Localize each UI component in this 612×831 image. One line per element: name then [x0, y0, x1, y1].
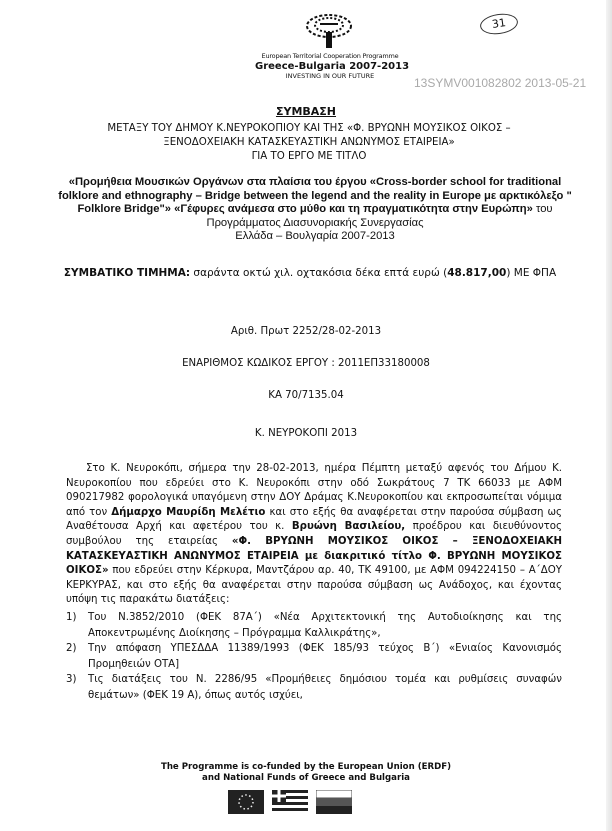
- provision-item: [66, 610, 562, 641]
- provision-text: Τις διατάξεις του Ν. 2286/95 «Προμήθειες δημόσιου τομέα και ρυθμίσεις συναφών θεμάτων» (ΦΕΚ 19 Α), όπως αυτός ισχύει,: [88, 674, 562, 701]
- footer-line-1: The Programme is co-funded by the European Union (ERDF): [160, 762, 452, 772]
- page-number: 31: [479, 11, 519, 36]
- contract-body: [66, 462, 562, 704]
- subject-normal: του Προγράμματος Διασυνοριακής Συνεργασίας: [206, 203, 553, 229]
- provision-item: [66, 672, 562, 703]
- greek-flag-icon: [272, 790, 308, 814]
- company-name: «Φ. ΒΡΥΩΝΗ ΜΟΥΣΙΚΟΣ ΟΙΚΟΣ – ΞΕΝΟΔΟΧΕΙΑΚΗ ΚΑΤΑΣΚΕΥΑΣΤΙΚΗ ΑΝΩΝΥΜΟΣ ΕΤΑΙΡΕΙΑ με διακριτικό τίτλο Φ. ΒΡΥΩΝΗ ΜΟΥΣΙΚΟΣ ΟΙΚΟΣ»: [66, 535, 562, 577]
- logo-line-1: European Territorial Cooperation Programme: [261, 52, 399, 60]
- registry-stamp: 13SYMV001082802 2013-05-21: [414, 76, 587, 90]
- logo-line-3: INVESTING IN OUR FUTURE: [285, 72, 375, 80]
- provision-number: 2): [66, 643, 77, 655]
- price-words: σαράντα οκτώ χιλ. οχτακόσια δέκα επτά ευρώ (: [190, 267, 448, 279]
- provision-item: [66, 641, 562, 672]
- provision-text: Την απόφαση ΥΠΕΣΔΔΑ 11389/1993 (ΦΕΚ 185/93 τεύχος Β΄) «Ενιαίος Κανονισμός Προμηθειών ΟΤΑ]: [88, 643, 562, 670]
- price-suffix: ) ΜΕ ΦΠΑ: [506, 267, 557, 279]
- parties-line-2: ΞΕΝΟΔΟΧΕΙΑΚΗ ΚΑΤΑΣΚΕΥΑΣΤΙΚΗ ΑΝΩΝΥΜΟΣ ΕΤΑΙΡΕΙΑ»: [163, 137, 455, 148]
- price-amount: 48.817,00: [447, 267, 507, 279]
- cofunding-footer: [0, 762, 612, 784]
- logo-line-2: Greece-Bulgaria 2007-2013: [255, 61, 410, 72]
- parties-line-3: ΓΙΑ ΤΟ ΕΡΓΟ ΜΕ ΤΙΤΛΟ: [251, 151, 367, 162]
- contractor-name: Βρυώνη Βασιλείου,: [291, 521, 406, 533]
- contract-price: [60, 266, 560, 280]
- provision-text: Του Ν.3852/2010 (ΦΕΚ 87Α΄) «Νέα Αρχιτεκτονική της Αυτοδιοίκησης και της Αποκεντρωμένης Διοίκησης – Πρόγραμμα Καλλικράτης»,: [88, 611, 562, 639]
- protocol-number: Αριθ. Πρωτ 2252/28-02-2013: [230, 326, 382, 337]
- funding-logos: [228, 790, 352, 814]
- scan-edge: [606, 0, 612, 831]
- place-year: Κ. ΝΕΥΡΟΚΟΠΙ 2013: [254, 428, 358, 439]
- parties-heading: [36, 122, 582, 164]
- parties-line-1: ΜΕΤΑΞΥ ΤΟΥ ΔΗΜΟΥ Κ.ΝΕΥΡΟΚΟΠΙΟΥ ΚΑΙ ΤΗΣ «Φ. ΒΡΥΩΝΗ ΜΟΥΣΙΚΟΣ ΟΙΚΟΣ –: [107, 123, 511, 134]
- budget-code: ΚΑ 70/7135.04: [268, 390, 344, 401]
- preamble-c: προέδρου και διευθύνοντος συμβούλου της εταιρείας: [66, 521, 562, 547]
- mayor-name: Δήμαρχο Μαυρίδη Μελέτιο: [111, 506, 266, 518]
- preamble-paragraph: [66, 462, 562, 608]
- provisions-list: [66, 610, 562, 704]
- provision-number: 1): [66, 611, 77, 623]
- preamble-a: Στο Κ. Νευροκόπι, σήμερα την 28-02-2013, ημέρα Πέμπτη μεταξύ αφενός του Δήμου Κ. Νευροκοπίου που εδρεύει στο Κ. Νευροκόπι στην οδό Σωκράτους 7 ΤΚ 66033 με ΑΦΜ 090217982 φορολογικά υπαγόμενη στην ΔΟΥ Δράμας Κ.Νευροκοπίου και εκπροσωπείται νόμιμα από τον: [66, 463, 562, 518]
- tree-logo-icon: [300, 10, 360, 50]
- footer-line-2: and National Funds of Greece and Bulgaria: [202, 773, 410, 783]
- project-subject: [50, 176, 580, 244]
- document-title: ΣΥΜΒΑΣΗ: [275, 105, 337, 118]
- price-label: ΣΥΜΒΑΤΙΚΟ ΤΙΜΗΜΑ:: [63, 267, 191, 279]
- eu-flag-icon: [228, 790, 264, 814]
- subject-last-line: Ελλάδα – Βουλγαρία 2007-2013: [235, 230, 395, 242]
- preamble-b: και στο εξής θα αναφέρεται στην παρούσα σύμβαση ως Αναθέτουσα Αρχή και αφετέρου του κ.: [66, 506, 562, 533]
- bulgarian-flag-icon: [316, 790, 352, 814]
- provision-number: 3): [66, 674, 77, 686]
- programme-logo: [255, 10, 410, 80]
- subject-bold: «Προμήθεια Μουσικών Οργάνων στα πλαίσια του έργου «Cross-border school for traditional folklore and ethnography – Bridge between the legend and the reality in Europe με αρκτικόλεξο " Folklore Bridge"» «Γέφυρες ανάμεσα στο μύθο και τη πραγματικότητα στην Ευρώπη»: [58, 176, 572, 215]
- preamble-d: που εδρεύει στην Κέρκυρα, Μαντζάρου αρ. 40, ΤΚ 49100, με ΑΦΜ 094224150 – Α΄ΔΟΥ ΚΕΡΚΥΡΑΣ, και στο εξής θα αναφέρεται στην παρούσα σύμβαση ως Ανάδοχος, και έχοντας υπόψη τις παρακάτω διατάξεις:: [66, 565, 562, 606]
- project-code: ΕΝΑΡΙΘΜΟΣ ΚΩΔΙΚΟΣ ΕΡΓΟΥ : 2011ΕΠ33180008: [182, 358, 430, 369]
